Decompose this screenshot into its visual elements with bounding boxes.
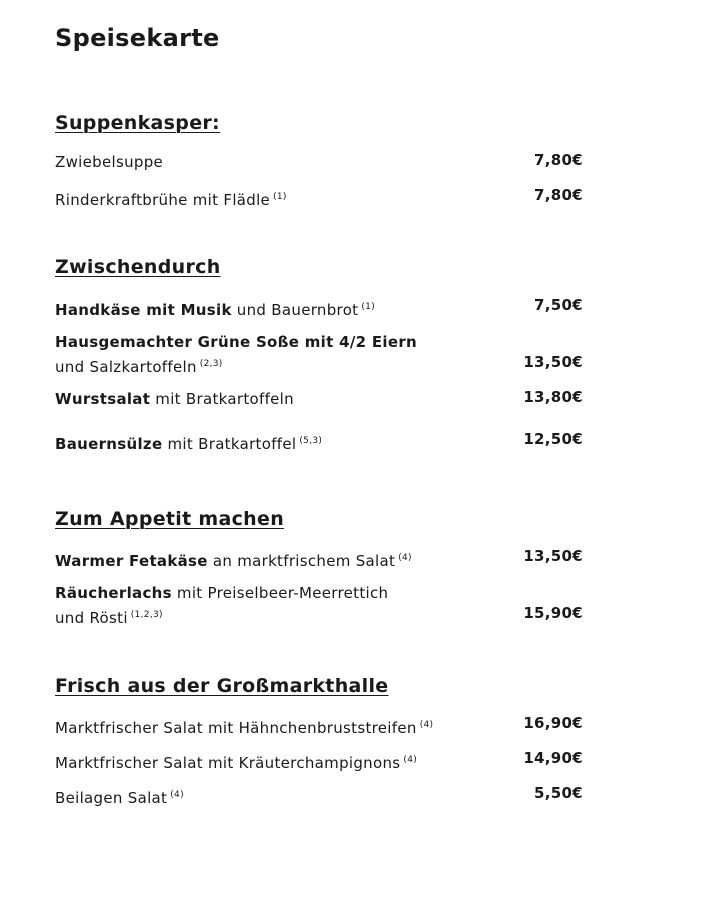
section-heading-suppenkasper: Suppenkasper: bbox=[55, 112, 220, 134]
item-name: Beilagen Salat bbox=[55, 789, 168, 807]
price-rinderkraftbruehe: 7,80€ bbox=[534, 186, 583, 204]
allergen-note: (5,3) bbox=[299, 436, 323, 446]
item-name: und Bauernbrot bbox=[231, 301, 359, 319]
section-heading-grossmarkthalle: Frisch aus der Großmarkthalle bbox=[55, 675, 389, 697]
item-name-bold: Handkäse mit Musik bbox=[55, 301, 232, 319]
allergen-note: (2,3) bbox=[199, 359, 223, 369]
price-salat-champignons: 14,90€ bbox=[523, 749, 583, 767]
section-heading-zum-appetit: Zum Appetit machen bbox=[55, 508, 285, 530]
price-raeucherlachs: 15,90€ bbox=[523, 604, 583, 622]
menu-item-zwiebelsuppe bbox=[55, 151, 163, 173]
item-name: und Salzkartoffeln bbox=[55, 358, 197, 376]
allergen-note: (4) bbox=[419, 720, 434, 730]
allergen-note: (4) bbox=[170, 790, 184, 800]
item-name-bold: Wurstsalat bbox=[55, 390, 151, 408]
item-name-bold: Hausgemachter Grüne Soße mit 4/2 Eiern bbox=[55, 333, 418, 351]
menu-item-gruene-sosse bbox=[55, 331, 417, 353]
item-name: mit Bratkartoffeln bbox=[150, 390, 294, 408]
item-name: Marktfrischer Salat mit Kräuterchampignons bbox=[55, 754, 401, 772]
price-gruene-sosse: 13,50€ bbox=[523, 353, 583, 371]
price-fetakaese: 13,50€ bbox=[523, 547, 583, 565]
menu-item-raeucherlachs-line2 bbox=[55, 604, 163, 629]
price-salat-haehnchen: 16,90€ bbox=[523, 714, 583, 732]
allergen-note: (4) bbox=[398, 553, 412, 563]
item-name: mit Bratkartoffel bbox=[162, 435, 297, 453]
menu-item-handkaese bbox=[55, 296, 375, 321]
item-name: mit Preiselbeer-Meerrettich bbox=[171, 584, 389, 602]
menu-item-salat-champignons bbox=[55, 749, 417, 774]
item-name: und Rösti bbox=[55, 609, 128, 627]
page-title: Speisekarte bbox=[55, 24, 220, 52]
section-heading-zwischendurch: Zwischendurch bbox=[55, 256, 221, 278]
allergen-note: (1) bbox=[361, 302, 376, 312]
price-beilagen-salat: 5,50€ bbox=[534, 784, 583, 802]
allergen-note: (1,2,3) bbox=[130, 610, 163, 620]
menu-item-bauernsuelze bbox=[55, 430, 322, 455]
item-name: Zwiebelsuppe bbox=[55, 153, 164, 171]
price-bauernsuelze: 12,50€ bbox=[523, 430, 583, 448]
item-name: Rinderkraftbrühe mit Flädle bbox=[55, 191, 271, 209]
price-wurstsalat: 13,80€ bbox=[523, 388, 583, 406]
item-name-bold: Bauernsülze bbox=[55, 435, 163, 453]
item-name: Marktfrischer Salat mit Hähnchenbruststreifen bbox=[55, 719, 417, 737]
allergen-note: (1) bbox=[273, 192, 287, 202]
item-name-bold: Räucherlachs bbox=[55, 584, 172, 602]
menu-item-raeucherlachs bbox=[55, 582, 388, 604]
menu-item-gruene-sosse-line2 bbox=[55, 353, 223, 378]
price-zwiebelsuppe: 7,80€ bbox=[534, 151, 583, 169]
price-handkaese: 7,50€ bbox=[534, 296, 583, 314]
menu-item-salat-haehnchen bbox=[55, 714, 433, 739]
menu-item-wurstsalat bbox=[55, 388, 294, 410]
menu-item-beilagen-salat bbox=[55, 784, 184, 809]
item-name: an marktfrischem Salat bbox=[207, 552, 396, 570]
menu-item-fetakaese bbox=[55, 547, 412, 572]
allergen-note: (4) bbox=[403, 755, 418, 765]
item-name-bold: Warmer Fetakäse bbox=[55, 552, 208, 570]
menu-item-rinderkraftbruehe bbox=[55, 186, 287, 211]
